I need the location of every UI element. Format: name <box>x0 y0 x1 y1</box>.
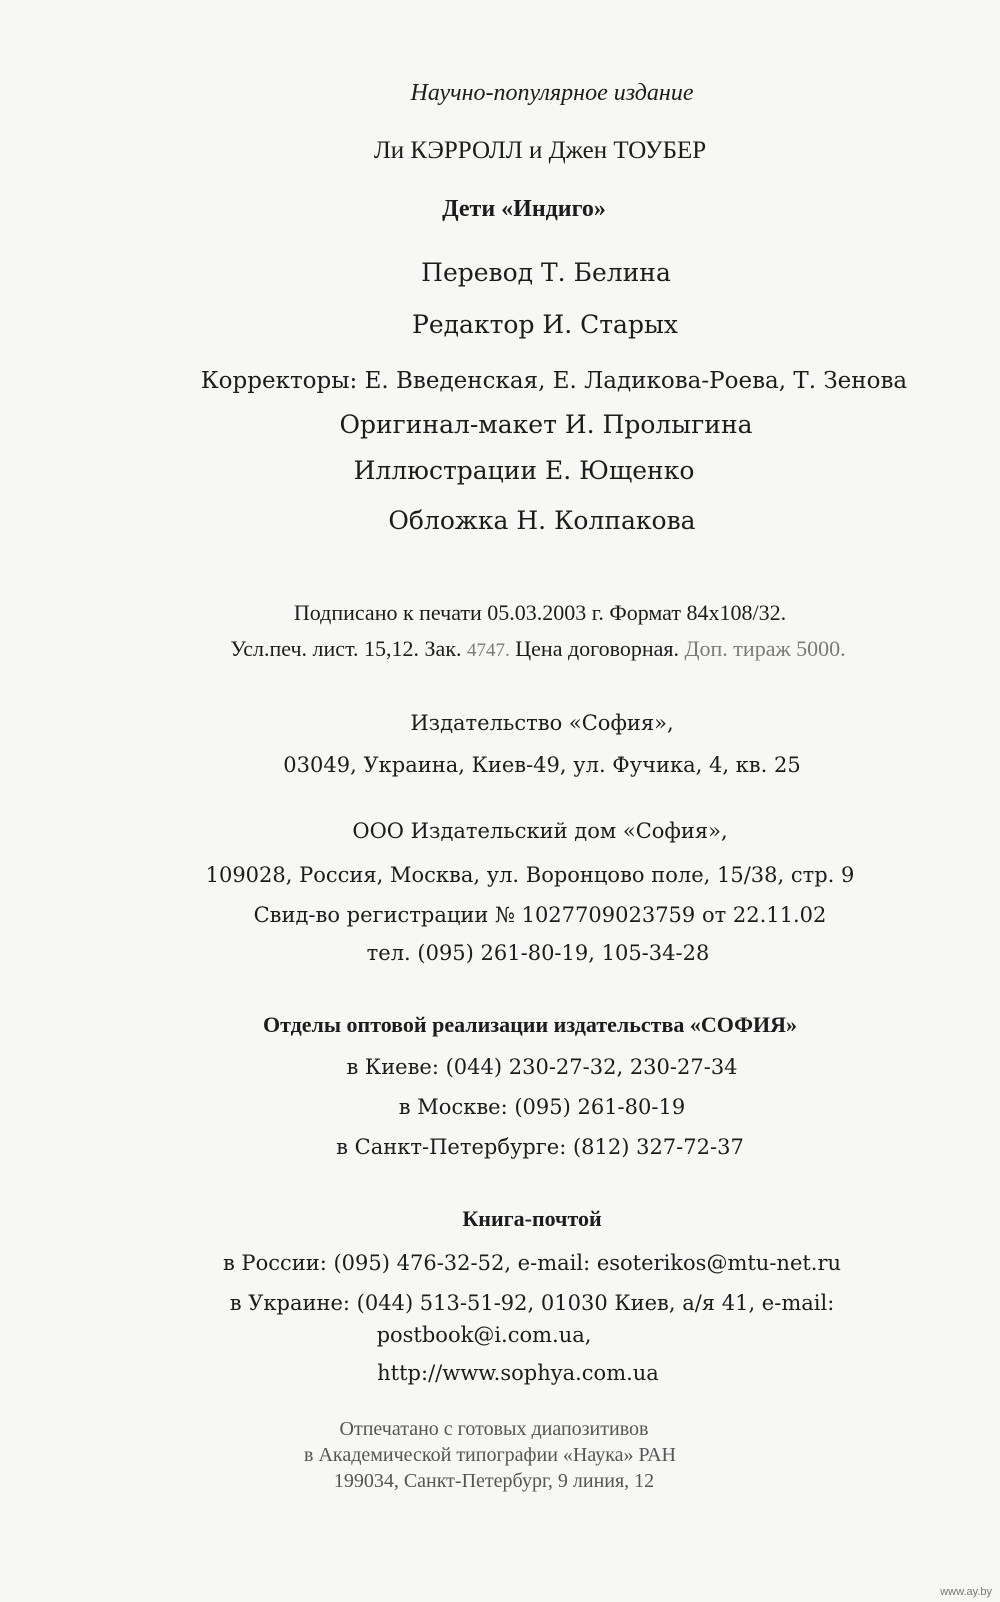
wholesale-moscow: в Москве: (095) 261-80-19 <box>398 1095 686 1119</box>
mail-order-ukraine-email: postbook@i.com.ua, <box>376 1323 592 1347</box>
genre-label: Научно-популярное издание <box>410 80 694 106</box>
authors: Ли КЭРРОЛЛ и Джен ТОУБЕР <box>373 137 707 164</box>
credit-editor: Редактор И. Старых <box>412 310 678 339</box>
printer-line3: 199034, Санкт-Петербург, 9 линия, 12 <box>333 1470 655 1492</box>
publishing-house-phone: тел. (095) 261-80-19, 105-34-28 <box>366 941 710 965</box>
wholesale-kiev: в Киеве: (044) 230-27-32, 230-27-34 <box>346 1055 738 1079</box>
print-sheets: Усл.печ. лист. 15,12. Зак. <box>230 636 462 661</box>
mail-order-website: http://www.sophya.com.ua <box>377 1361 659 1385</box>
mail-order-heading: Книга-почтой <box>462 1206 602 1231</box>
credit-illustrations: Иллюстрации Е. Ющенко <box>353 456 695 485</box>
publishing-house-name: ООО Издательский дом «София», <box>352 819 728 843</box>
order-number: 4747. <box>467 640 510 661</box>
printer-line1: Отпечатано с готовых диапозитивов <box>339 1418 649 1440</box>
publishing-house-registration: Свид-во регистрации № 1027709023759 от 22.11.02 <box>253 903 827 927</box>
credit-layout: Оригинал-макет И. Пролыгина <box>339 410 753 439</box>
wholesale-heading: Отделы оптовой реализации издательства «СОФИЯ» <box>262 1012 797 1037</box>
printer-line2: в Академической типографии «Наука» РАН <box>304 1444 676 1466</box>
credit-cover: Обложка Н. Колпакова <box>388 506 696 535</box>
mail-order-russia: в России: (095) 476-32-52, e-mail: esoterikos@mtu-net.ru <box>222 1251 842 1275</box>
mail-order-ukraine: в Украине: (044) 513-51-92, 01030 Киев, а/я 41, e-mail: <box>229 1291 835 1315</box>
print-run: Доп. тираж 5000. <box>684 636 846 661</box>
credit-proofreaders: Корректоры: Е. Введенская, Е. Ладикова-Роева, Т. Зенова <box>200 368 908 394</box>
publisher-name: Издательство «София», <box>410 711 674 735</box>
print-info-line2 <box>38 634 1000 666</box>
credit-translator: Перевод Т. Белина <box>421 258 671 287</box>
print-info-line1: Подписано к печати 05.03.2003 г. Формат 84х108/32. <box>293 600 787 625</box>
publisher-address: 03049, Украина, Киев-49, ул. Фучика, 4, кв. 25 <box>283 753 801 777</box>
publishing-house-address: 109028, Россия, Москва, ул. Воронцово поле, 15/38, стр. 9 <box>205 863 855 887</box>
watermark: www.ay.by <box>940 1586 992 1598</box>
book-title: Дети «Индиго» <box>442 196 606 222</box>
wholesale-spb: в Санкт-Петербурге: (812) 327-72-37 <box>336 1135 744 1159</box>
price-note: Цена договорная. <box>515 636 680 661</box>
